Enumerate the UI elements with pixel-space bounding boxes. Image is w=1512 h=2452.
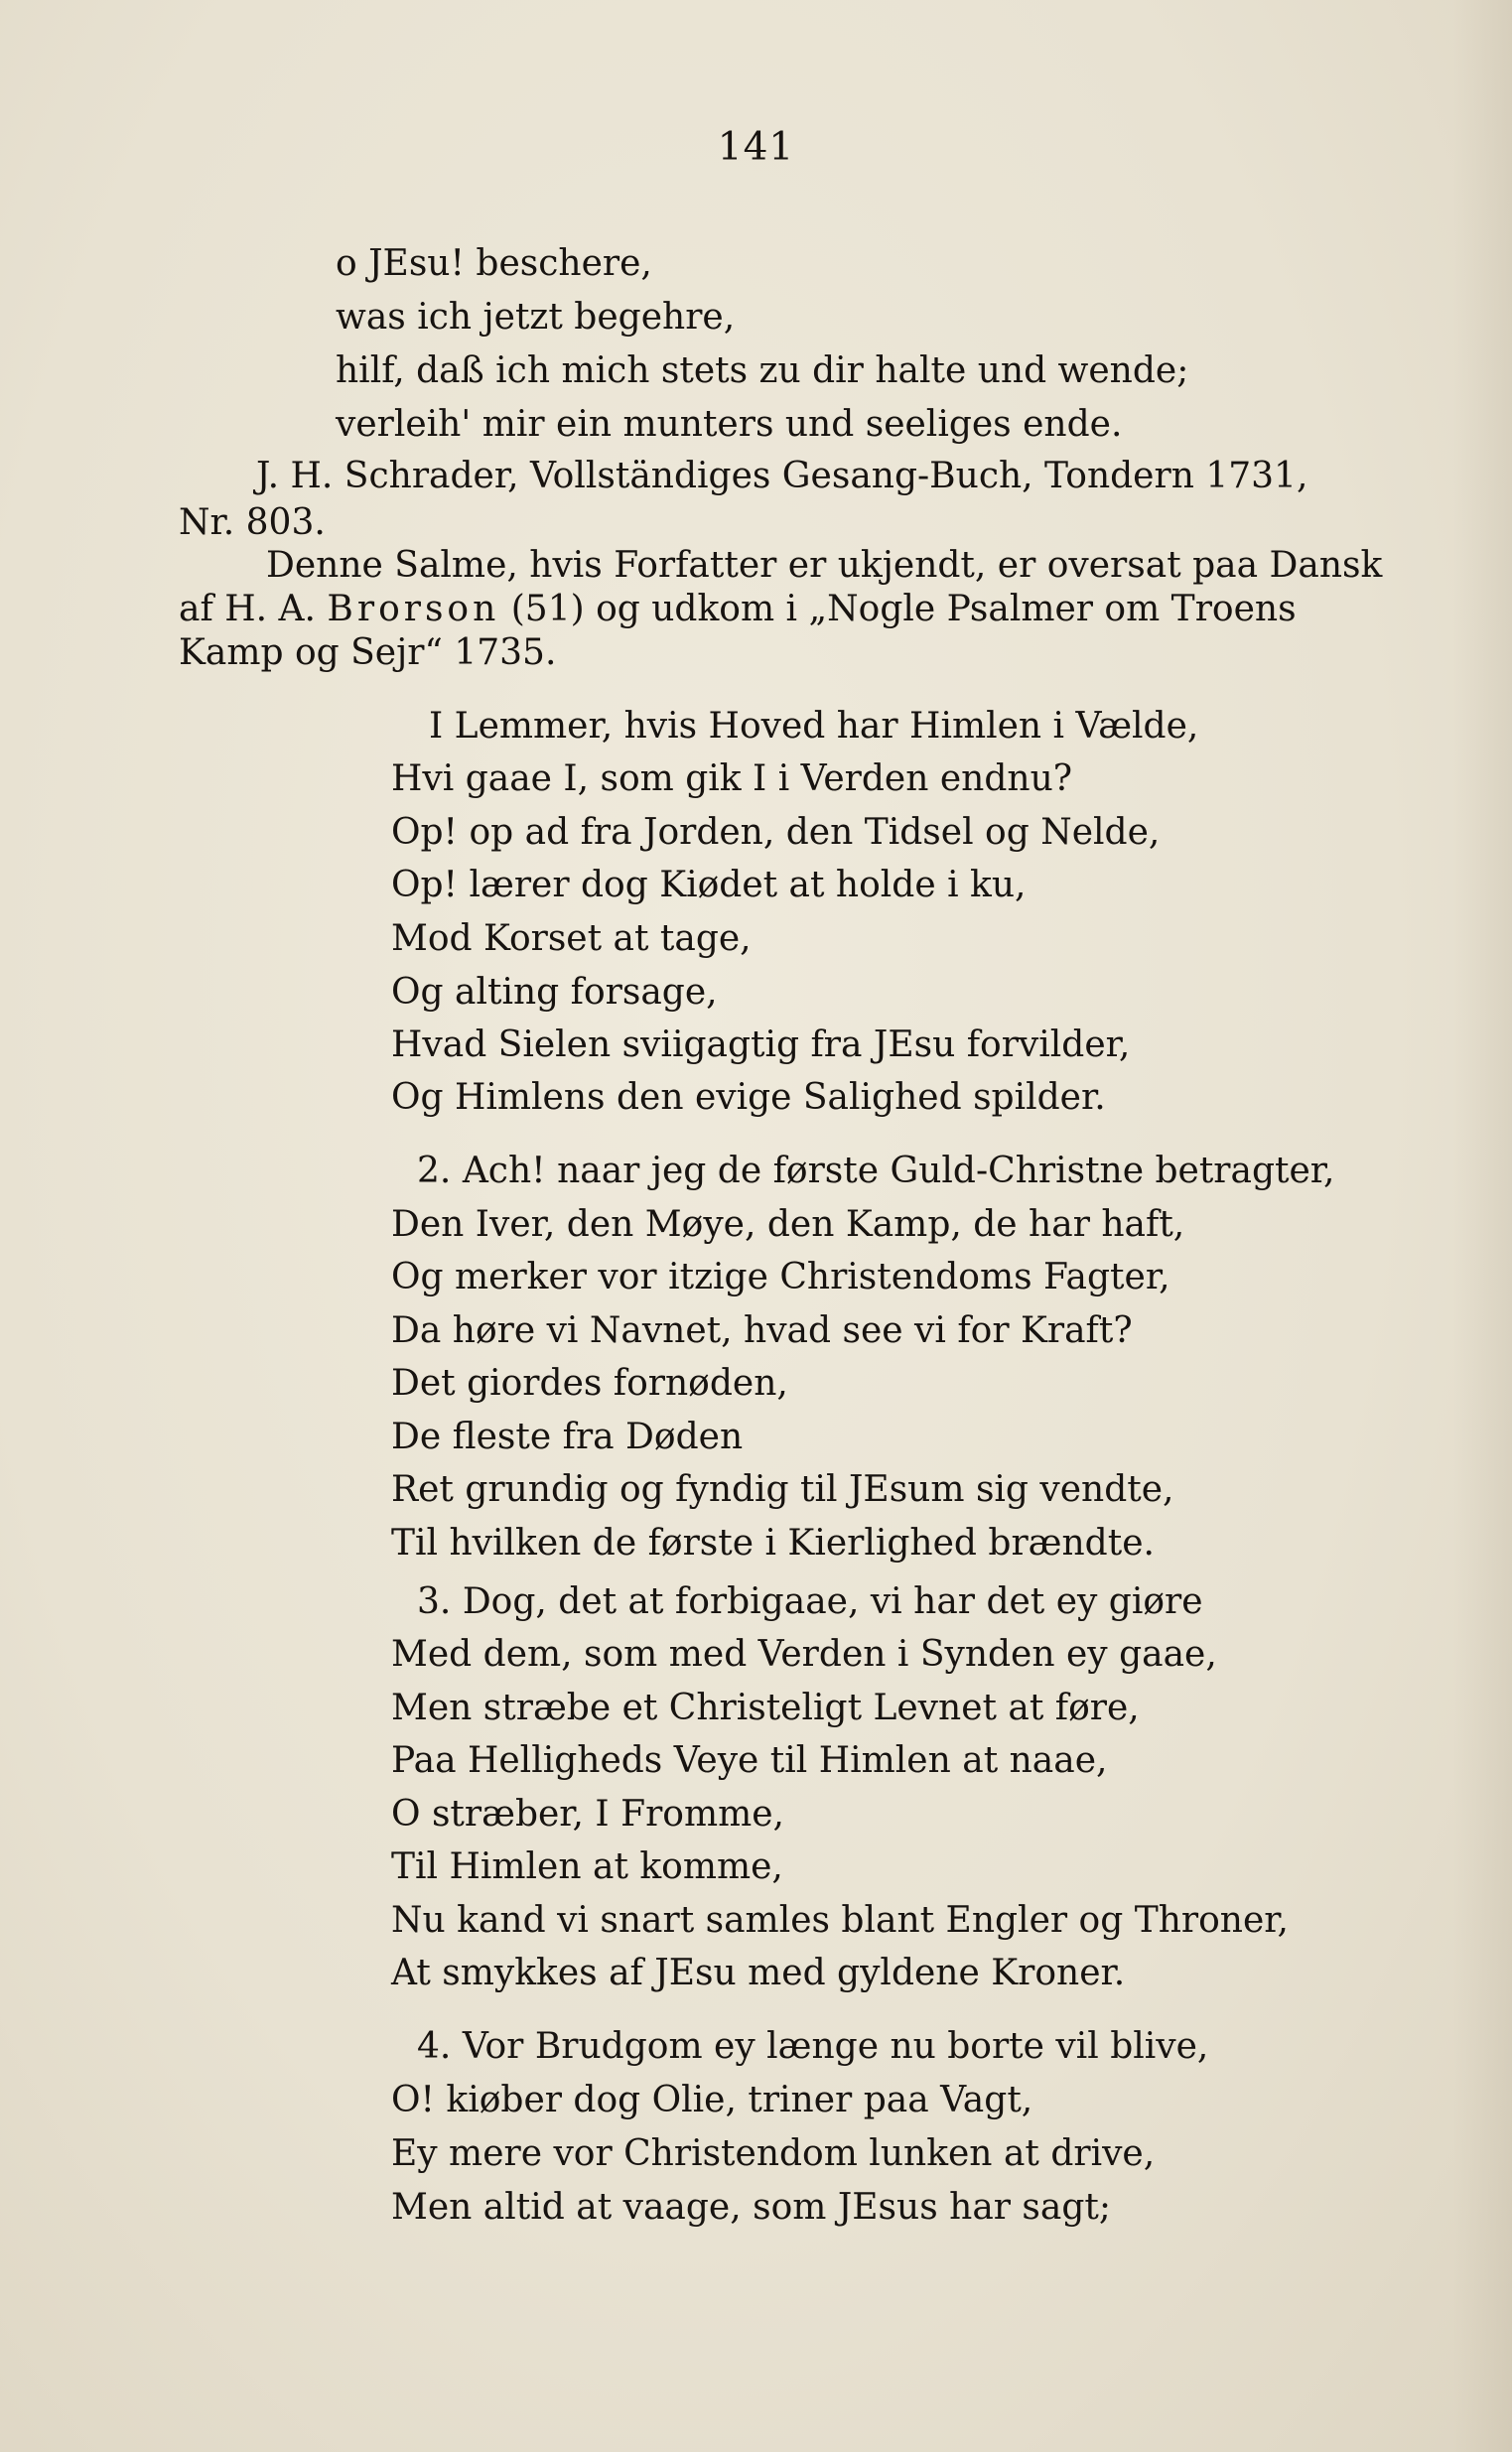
verse-text: Dog, det at forbigaae, vi har det ey giøre [462, 1581, 1203, 1622]
verse-line: Men stræbe et Christeligt Levnet at føre, [391, 1688, 1140, 1728]
verse-line: Til hvilken de første i Kierlighed brændte. [391, 1523, 1155, 1564]
author-name: Brorson [327, 589, 500, 629]
verse-line: Op! lærer dog Kiødet at holde i ku, [391, 865, 1027, 905]
verse-line: Ret grundig og fyndig til JEsum sig vendte, [391, 1469, 1174, 1510]
verse-line: At smykkes af JEsu med gyldene Kroner. [391, 1953, 1126, 1993]
continuation-line: was ich jetzt begehre, [336, 297, 736, 338]
verse-line: Nu kand vi snart samles blant Engler og Throner, [391, 1900, 1289, 1941]
note-suffix: (51) og udkom i „Nogle Psalmer om Troens [499, 589, 1297, 629]
verse-line: Ey mere vor Christendom lunken at drive, [391, 2133, 1156, 2174]
continuation-line: verleih' mir ein munters und seeliges ende. [336, 404, 1123, 445]
verse-line: Paa Helligheds Veye til Himlen at naae, [391, 1740, 1108, 1781]
stanza-number: 4. [417, 2026, 452, 2067]
verse-line: Den Iver, den Møye, den Kamp, de har haft, [391, 1204, 1185, 1245]
verse-line: Og Himlens den evige Salighed spilder. [391, 1077, 1106, 1118]
continuation-line: hilf, daß ich mich stets zu dir halte und wende; [336, 350, 1189, 391]
verse-text: Vor Brudgom ey længe nu borte vil blive, [462, 2026, 1209, 2067]
verse-line: O! kiøber dog Olie, triner paa Vagt, [391, 2080, 1033, 2120]
verse-line: Med dem, som med Verden i Synden ey gaae, [391, 1634, 1217, 1675]
verse-line: Det giordes fornøden, [391, 1363, 788, 1404]
verse-line: Til Himlen at komme, [391, 1846, 783, 1887]
note-prefix: af H. A. [179, 589, 328, 629]
note-line: Denne Salme, hvis Forfatter er ukjendt, er oversat paa Dansk [266, 545, 1383, 586]
stanza-number: 2. [417, 1151, 452, 1191]
verse-line: O stræber, I Fromme, [391, 1794, 784, 1835]
note-line [179, 586, 1297, 633]
verse-text: Ach! naar jeg de første Guld-Christne betragter, [462, 1151, 1335, 1191]
verse-line [417, 1578, 1203, 1626]
verse-line: Hvi gaae I, som gik I i Verden endnu? [391, 758, 1073, 799]
continuation-line: o JEsu! beschere, [336, 243, 652, 284]
page-number: 141 [717, 125, 795, 170]
page-edge-shadow [1452, 0, 1512, 2452]
verse-line: Og merker vor itzige Christendoms Fagter, [391, 1257, 1170, 1297]
source-number: Nr. 803. [179, 502, 326, 543]
verse-line: Da høre vi Navnet, hvad see vi for Kraft? [391, 1310, 1133, 1351]
verse-line [417, 2023, 1208, 2071]
source-reference: J. H. Schrader, Vollständiges Gesang-Buch, Tondern 1731, [256, 456, 1308, 496]
verse-line: Men altid at vaage, som JEsus har sagt; [391, 2187, 1112, 2228]
verse-line [417, 1148, 1334, 1195]
stanza-number: 3. [417, 1581, 452, 1622]
verse-line: De fleste fra Døden [391, 1417, 744, 1457]
verse-line: Og alting forsage, [391, 972, 718, 1013]
note-line: Kamp og Sejr“ 1735. [179, 632, 557, 673]
verse-line: Mod Korset at tage, [391, 918, 752, 959]
verse-line: Hvad Sielen sviigagtig fra JEsu forvilder, [391, 1024, 1131, 1065]
verse-line: I Lemmer, hvis Hoved har Himlen i Vælde, [429, 706, 1199, 747]
verse-line: Op! op ad fra Jorden, den Tidsel og Nelde, [391, 812, 1161, 853]
